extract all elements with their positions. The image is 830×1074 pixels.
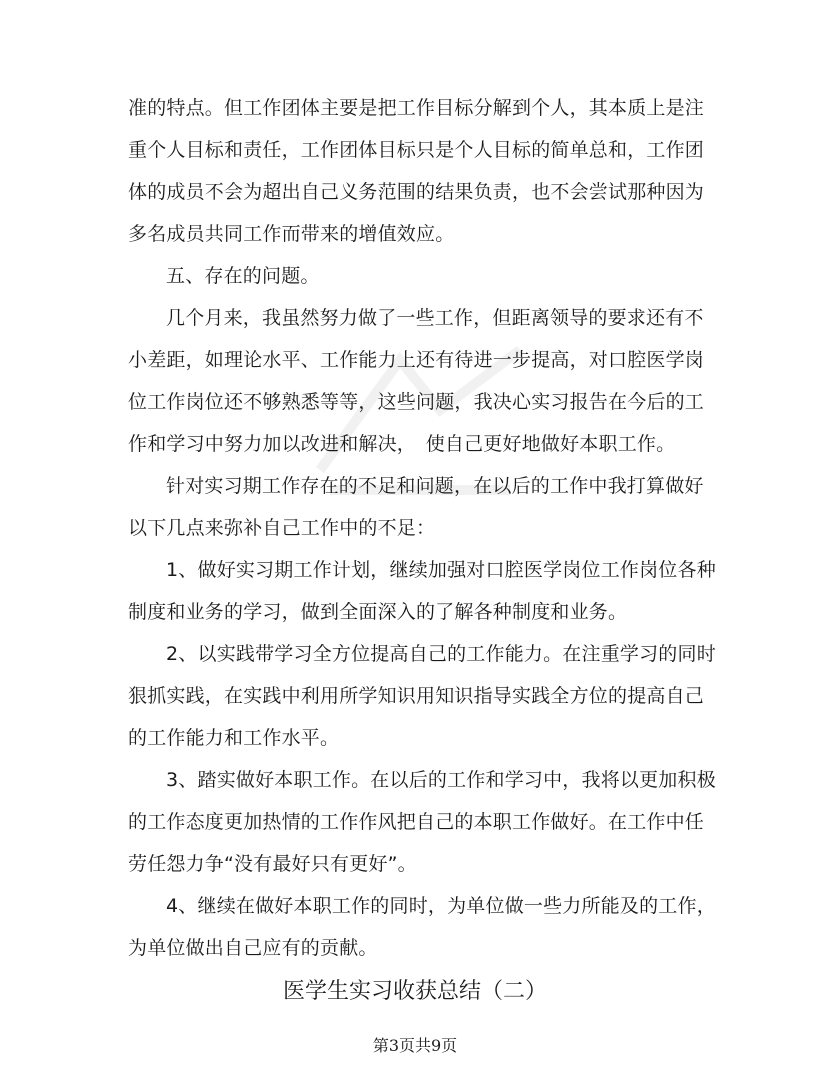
- paragraph-line: 几个月来，我虽然努力做了一些工作，但距离领导的要求还有不: [166, 307, 704, 329]
- list-item-4-line: 为单位做出自己应有的贡献。: [128, 937, 378, 959]
- paragraph-line: 以下几点来弥补自己工作中的不足：: [128, 517, 436, 539]
- page-indicator: 第3页共9页: [372, 1036, 458, 1055]
- list-item-3-line: 的工作态度更加热情的工作作风把自己的本职工作做好。在工作中任: [128, 811, 705, 833]
- paragraph-line: 针对实习期工作存在的不足和问题，在以后的工作中我打算做好: [166, 475, 704, 497]
- paragraph-line: 准的特点。但工作团体主要是把工作目标分解到个人，其本质上是注: [128, 97, 705, 119]
- paragraph-line: 重个人目标和责任，工作团体目标只是个人目标的简单总和，工作团: [128, 139, 705, 161]
- paragraph-line: 体的成员不会为超出自己义务范围的结果负责，也不会尝试那种因为: [128, 181, 705, 203]
- list-item-3-line: 劳任怨力争“没有最好只有更好”。: [128, 853, 417, 875]
- list-item-2-line: 狠抓实践，在实践中利用所学知识用知识指导实践全方位的提高自己: [128, 685, 705, 707]
- paragraph-line: 小差距，如理论水平、工作能力上还有待进一步提高，对口腔医学岗: [128, 349, 705, 371]
- list-item-4-line: 4、继续在做好本职工作的同时，为单位做一些力所能及的工作，: [166, 895, 716, 917]
- list-item-1-line: 1、做好实习期工作计划，继续加强对口腔医学岗位工作岗位各种: [166, 559, 716, 581]
- list-item-3-line: 3、踏实做好本职工作。在以后的工作和学习中，我将以更加积极: [166, 769, 716, 791]
- list-item-2-line: 的工作能力和工作水平。: [128, 727, 340, 749]
- section-title: 医学生实习收获总结（二）: [282, 979, 547, 1004]
- paragraph-line: 多名成员共同工作而带来的增值效应。: [128, 223, 455, 245]
- list-item-1-line: 制度和业务的学习，做到全面深入的了解各种制度和业务。: [128, 601, 628, 623]
- paragraph-line: 作和学习中努力加以改进和解决， 使自己更好地做好本职工作。: [128, 433, 676, 455]
- list-item-2-line: 2、以实践带学习全方位提高自己的工作能力。在注重学习的同时: [166, 643, 716, 665]
- paragraph-line: 位工作岗位还不够熟悉等等，这些问题，我决心实习报告在今后的工: [128, 391, 705, 413]
- section-subheading: 五、存在的问题。: [166, 265, 320, 287]
